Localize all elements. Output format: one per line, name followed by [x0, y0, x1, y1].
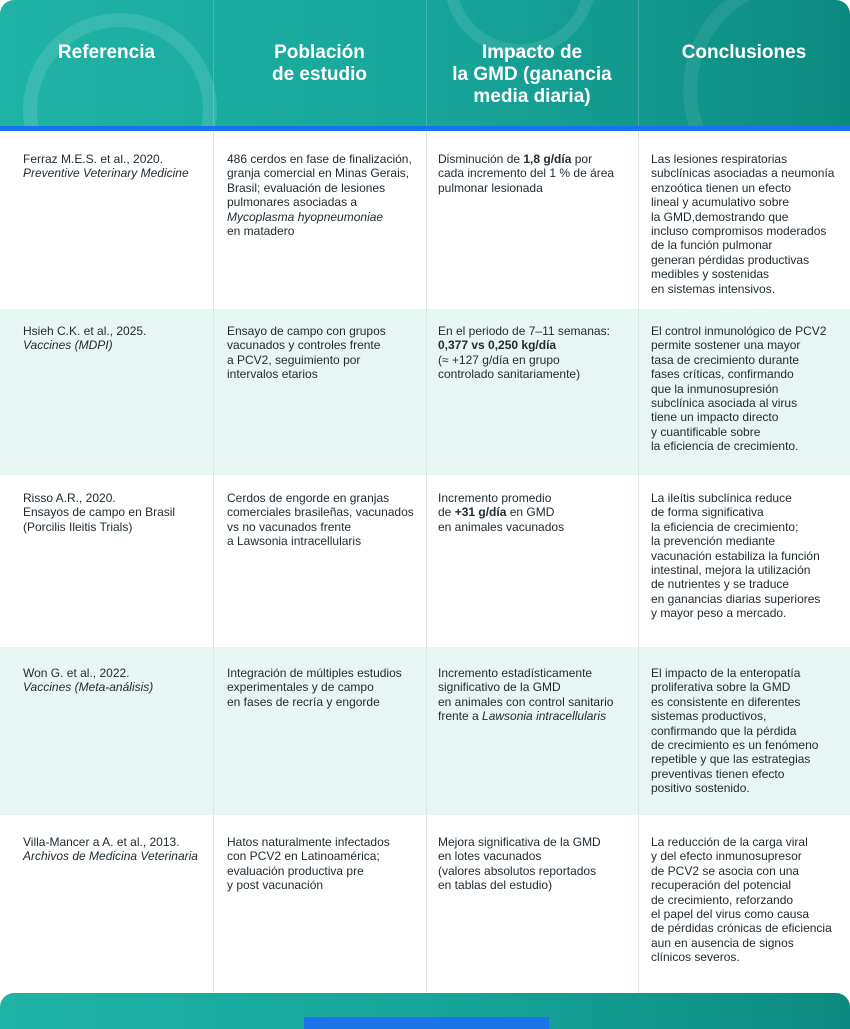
- header-referencia: Referencia: [57, 42, 156, 63]
- column-divider: [638, 131, 639, 993]
- cell-reference: Risso A.R., 2020. Ensayos de campo en Brasil (Porcilis Ileitis Trials): [23, 491, 176, 534]
- footer-accent-bar: [304, 1017, 549, 1029]
- table-header: [0, 0, 850, 126]
- cell-conclusion: El impacto de la enteropatía proliferativa sobre la GMD es consistente en diferentes sistemas productivos, confirmando que la pérdida de crecimiento es un fenómeno repetible y que las estrategias preventivas tienen efecto positivo sostenido.: [651, 666, 819, 796]
- header-poblacion: Población de estudio: [271, 42, 367, 85]
- table-row: [0, 647, 850, 815]
- table-row: [0, 309, 850, 475]
- cell-conclusion: La ileítis subclínica reduce de forma significativa la eficiencia de crecimiento; la prevención mediante vacunación estabiliza la función intestinal, mejora la utilización de nutrientes y se traduce en ganancias diarias superiores y mayor peso a mercado.: [651, 491, 821, 621]
- table-row: [0, 475, 850, 647]
- cell-impact: Mejora significativa de la GMD en lotes vacunados (valores absolutos reportados en tablas del estudio): [438, 835, 601, 893]
- cell-impact: Incremento promedio de +31 g/día en GMD en animales vacunados: [438, 491, 565, 534]
- cell-reference: Villa-Mancer a A. et al., 2013. Archivos de Medicina Veterinaria: [23, 835, 198, 864]
- cell-impact: En el periodo de 7–11 semanas: 0,377 vs 0,250 kg/día (≈ +127 g/día en grupo controlado sanitariamente): [438, 324, 610, 382]
- column-divider: [426, 131, 427, 993]
- cell-conclusion: El control inmunológico de PCV2 permite sostener una mayor tasa de crecimiento durante fases críticas, confirmando que la inmunosupresión subclínica asociada al virus tiene un impacto directo y cuantificable sobre la eficiencia de crecimiento.: [651, 324, 827, 454]
- header-impacto: Impacto de la GMD (ganancia media diaria): [452, 42, 612, 107]
- cell-population: Ensayo de campo con grupos vacunados y controles frente a PCV2, seguimiento por intervalos etarios: [227, 324, 386, 382]
- cell-population: Hatos naturalmente infectados con PCV2 en Latinoamérica; evaluación productiva pre y post vacunación: [227, 835, 390, 893]
- cell-population: 486 cerdos en fase de finalización, granja comercial en Minas Gerais, Brasil; evaluación de lesiones pulmonares asociadas a Mycoplasma hyopneumoniae en matadero: [227, 152, 412, 239]
- cell-reference: Ferraz M.E.S. et al., 2020. Preventive Veterinary Medicine: [23, 152, 189, 181]
- cell-impact: Disminución de 1,8 g/día por cada incremento del 1 % de área pulmonar lesionada: [438, 152, 615, 195]
- column-divider: [213, 131, 214, 993]
- cell-conclusion: Las lesiones respiratorias subclínicas asociadas a neumonía enzoótica tienen un efecto lineal y acumulativo sobre la GMD,demostrando que incluso compromisos moderados de la función pulmonar generan pérdidas productivas medibles y sostenidas en sistemas intensivos.: [651, 152, 835, 296]
- cell-reference: Hsieh C.K. et al., 2025. Vaccines (MDPI): [23, 324, 147, 353]
- header-conclusiones: Conclusiones: [681, 42, 807, 63]
- cell-population: Integración de múltiples estudios experimentales y de campo en fases de recría y engorde: [227, 666, 402, 709]
- table-row: [0, 815, 850, 993]
- cell-conclusion: La reducción de la carga viral y del efecto inmunosupresor de PCV2 se asocia con una recuperación del potencial de crecimiento, reforzando el papel del virus como causa de pérdidas crónicas de eficiencia aun en ausencia de signos clínicos severos.: [651, 835, 832, 965]
- cell-reference: Won G. et al., 2022. Vaccines (Meta-análisis): [23, 666, 154, 695]
- cell-impact: Incremento estadísticamente significativo de la GMD en animales con control sanitario frente a Lawsonia intracellularis: [438, 666, 614, 724]
- table-row: [0, 131, 850, 309]
- cell-population: Cerdos de engorde en granjas comerciales brasileñas, vacunados vs no vacunados frente a Lawsonia intracellularis: [227, 491, 414, 549]
